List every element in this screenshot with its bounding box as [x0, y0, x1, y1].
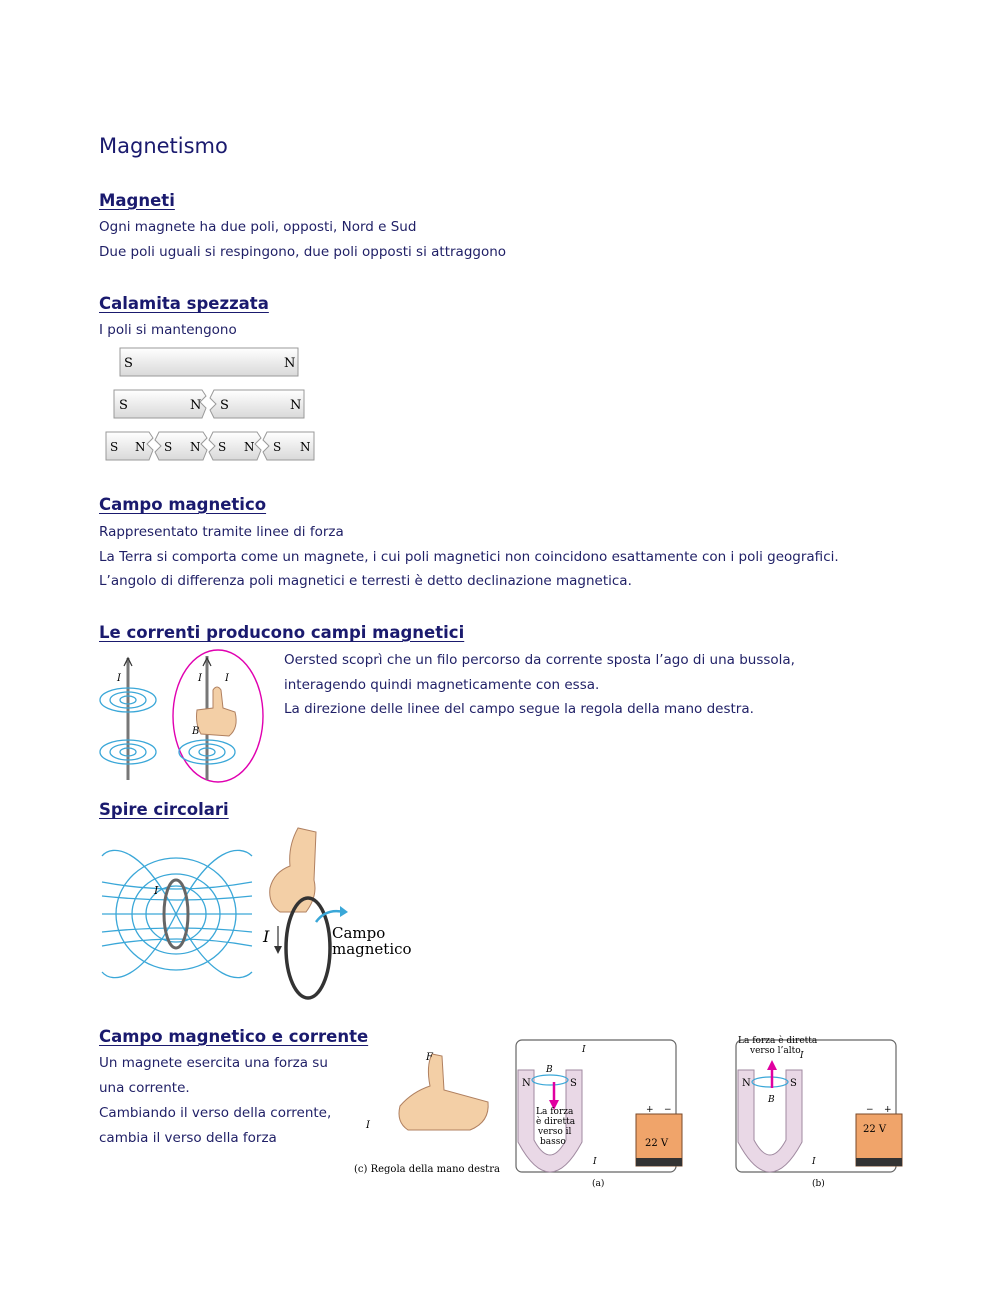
svg-text:B: B	[546, 1065, 553, 1075]
svg-text:+: +	[646, 1105, 654, 1115]
svg-text:S: S	[110, 440, 119, 454]
caption-b: (b)	[812, 1179, 825, 1189]
correnti-text	[284, 648, 874, 722]
svg-text:N: N	[135, 440, 146, 454]
caption-a: (a)	[592, 1179, 605, 1189]
svg-text:S: S	[273, 440, 282, 454]
svg-text:N: N	[742, 1078, 751, 1089]
magneti-line-1: Ogni magnete ha due poli, opposti, Nord e Sud	[99, 219, 417, 235]
oersted-figure	[97, 648, 267, 784]
svg-text:S: S	[218, 440, 227, 454]
campo-label-line1: Campo	[332, 924, 386, 942]
campo-text	[99, 520, 899, 594]
svg-text:22 V: 22 V	[863, 1124, 887, 1135]
svg-text:−: −	[866, 1105, 874, 1115]
loop-field-figure	[102, 826, 412, 1002]
svg-text:B: B	[192, 726, 200, 737]
svg-text:N: N	[190, 440, 201, 454]
campo-label-line2: magnetico	[332, 940, 412, 958]
svg-text:La forza: La forza	[536, 1107, 574, 1117]
svg-text:S: S	[790, 1078, 797, 1089]
heading-campo-e-corrente: Campo magnetico e corrente	[99, 1027, 369, 1046]
campo-line-1: Rappresentato tramite linee di forza	[99, 524, 344, 540]
forza-line-2: Cambiando il verso della corrente, cambia il verso della forza	[99, 1105, 332, 1146]
caption-c: (c) Regola della mano destra	[354, 1164, 500, 1175]
svg-text:S: S	[220, 398, 229, 413]
svg-text:basso: basso	[540, 1137, 566, 1147]
svg-text:La forza è diretta: La forza è diretta	[738, 1036, 818, 1046]
heading-correnti: Le correnti producono campi magnetici	[99, 623, 465, 642]
svg-text:I: I	[582, 1045, 586, 1055]
correnti-line-2: La direzione delle linee del campo segue la regola della mano destra.	[284, 701, 754, 717]
svg-text:+: +	[884, 1105, 892, 1115]
svg-text:N: N	[190, 398, 202, 413]
forza-line-1: Un magnete esercita una forza su una corrente.	[99, 1055, 328, 1096]
forza-text	[99, 1051, 339, 1151]
svg-text:F: F	[426, 1052, 433, 1063]
svg-text:N: N	[290, 398, 302, 413]
svg-text:−: −	[664, 1105, 672, 1115]
svg-text:è diretta: è diretta	[536, 1117, 576, 1127]
svg-text:I: I	[154, 884, 159, 897]
svg-text:I: I	[198, 673, 202, 684]
svg-text:I: I	[593, 1157, 597, 1167]
magneti-line-2: Due poli uguali si respingono, due poli opposti si attraggono	[99, 244, 507, 260]
svg-text:I: I	[263, 927, 270, 946]
calamita-line-1: I poli si mantengono	[99, 322, 237, 338]
svg-text:22 V: 22 V	[645, 1138, 669, 1149]
campo-line-2: La Terra si comporta come un magnete, i cui poli magnetici non coincidono esattamente con i poli geografici. L’angolo di differenza poli magnetici e terresti è detto declinazione magnetica.	[99, 548, 839, 589]
svg-text:I: I	[225, 673, 229, 684]
svg-text:I: I	[812, 1157, 816, 1167]
magnet-n-label: N	[284, 356, 296, 371]
heading-campo-magnetico: Campo magnetico	[99, 495, 267, 514]
svg-text:S: S	[164, 440, 173, 454]
svg-text:N: N	[300, 440, 311, 454]
force-on-current-figure	[350, 1030, 915, 1192]
svg-text:S: S	[570, 1078, 577, 1089]
svg-text:verso l’alto: verso l’alto	[750, 1046, 801, 1056]
correnti-line-1: Oersted scoprì che un filo percorso da corrente sposta l’ago di una bussola, interagendo quindi magneticamente con essa.	[284, 652, 795, 693]
svg-text:N: N	[522, 1078, 531, 1089]
page-title: Magnetismo	[99, 134, 228, 158]
heading-spire-circolari: Spire circolari	[99, 800, 229, 819]
heading-magneti: Magneti	[99, 191, 175, 210]
svg-text:I: I	[366, 1120, 370, 1131]
svg-text:I: I	[800, 1051, 804, 1061]
magnet-s-label: S	[124, 356, 133, 371]
svg-text:N: N	[244, 440, 255, 454]
broken-magnet-figure	[104, 346, 319, 464]
svg-text:I: I	[117, 673, 121, 684]
magneti-text	[99, 215, 506, 265]
svg-text:verso il: verso il	[538, 1127, 572, 1137]
svg-text:S: S	[119, 398, 128, 413]
heading-calamita-spezzata: Calamita spezzata	[99, 294, 269, 313]
svg-text:B: B	[768, 1095, 775, 1105]
